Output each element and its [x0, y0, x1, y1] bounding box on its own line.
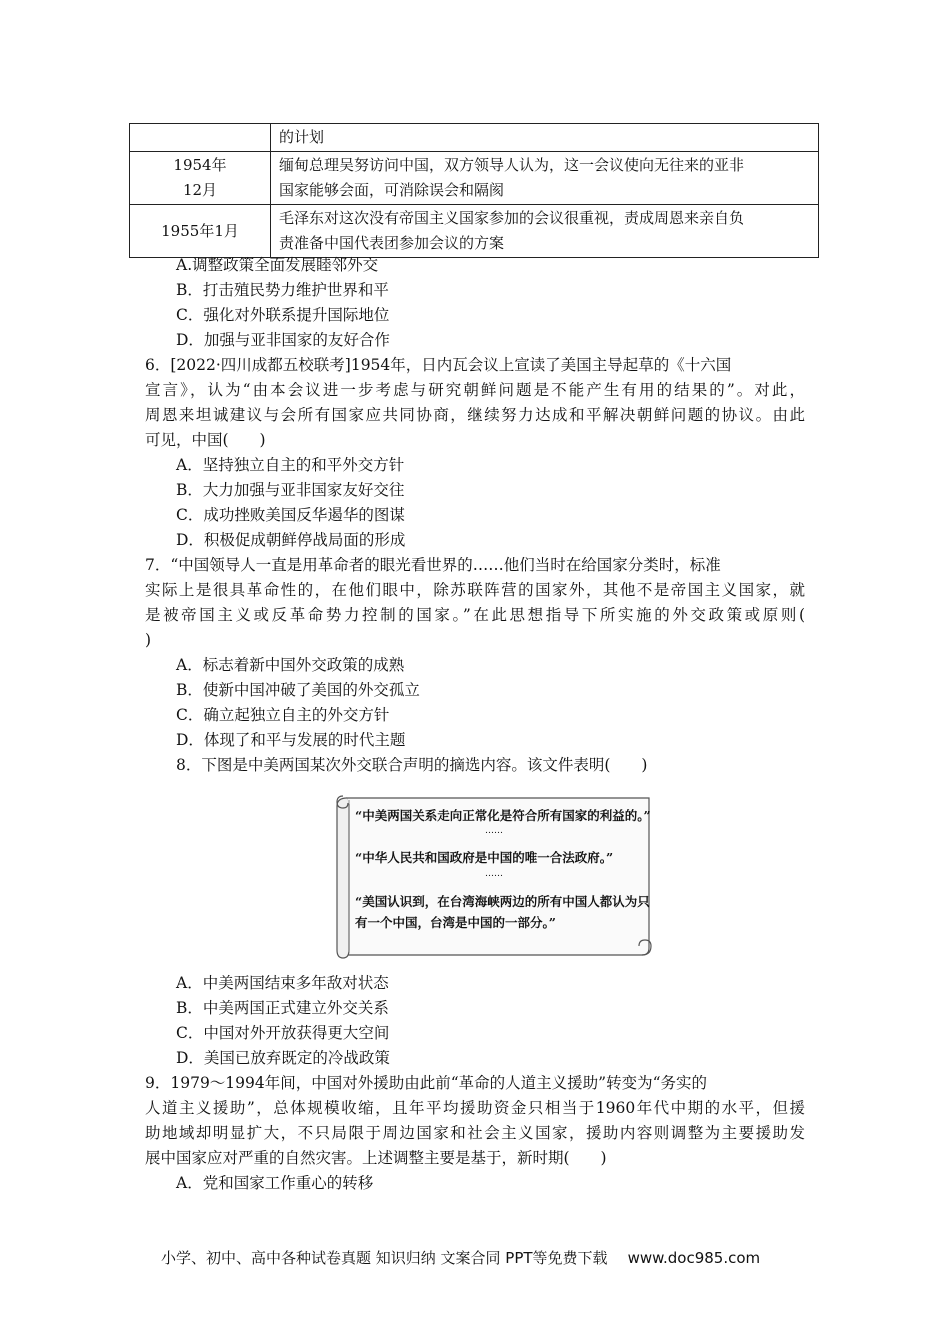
q8-option-a: A．中美两国结束多年敌对状态: [176, 974, 389, 992]
q6-option-b: B．大力加强与亚非国家友好交往: [176, 481, 405, 499]
q7-option-a: A．标志着新中国外交政策的成熟: [176, 656, 405, 674]
table-cell-event: 毛泽东对这次没有帝国主义国家参加的会议很重视，责成周恩来亲自负 责准备中国代表团参加会议的方案: [271, 205, 819, 258]
q5-option-a: A.调整政策全面发展睦邻外交: [176, 256, 379, 274]
q5-option-c: C．强化对外联系提升国际地位: [176, 306, 390, 324]
q6-option-a: A．坚持独立自主的和平外交方针: [176, 456, 405, 474]
q5-option-d: D．加强与亚非国家的友好合作: [176, 331, 390, 349]
q5-option-b: B．打击殖民势力维护世界和平: [176, 281, 389, 299]
q7-option-b: B．使新中国冲破了美国的外交孤立: [176, 681, 420, 699]
scroll-quote-line: “中美两国关系走向正常化是符合所有国家的利益的。”: [355, 808, 651, 823]
page-footer: [161, 1247, 760, 1268]
q9-stem-line: 展中国家应对严重的自然灾害。上述调整主要是基于，新时期( ): [145, 1149, 607, 1167]
q7-stem-line: ): [145, 631, 152, 649]
table-row: [130, 152, 819, 205]
q6-stem-line: 6．[2022·四川成都五校联考]1954年，日内瓦会议上宣读了美国主导起草的《十六国: [145, 356, 732, 374]
q6-stem-line: 宣言》，认为“由本会议进一步考虑与研究朝鲜问题是不能产生有用的结果的”。对此，: [145, 381, 805, 399]
q9-stem-line: 助地域却明显扩大，不只局限于周边国家和社会主义国家，援助内容则调整为主要援助发: [145, 1124, 805, 1142]
scroll-quote-line: 有一个中国，台湾是中国的一部分。”: [355, 915, 556, 930]
table-row: [130, 124, 819, 152]
table-cell-year: 1954年 12月: [130, 152, 271, 205]
events-table: [129, 123, 819, 258]
q6-option-c: C．成功挫败美国反华遏华的图谋: [176, 506, 405, 524]
q6-stem-line: 可见，中国( ): [145, 431, 266, 449]
q8-option-d: D．美国已放弃既定的冷战政策: [176, 1049, 390, 1067]
table-cell-year: [130, 124, 271, 152]
scroll-quote-line: “美国认识到，在台湾海峡两边的所有中国人都认为只: [355, 894, 650, 909]
table-cell-event: 的计划: [271, 124, 819, 152]
q6-option-d: D．积极促成朝鲜停战局面的形成: [176, 531, 406, 549]
footer-text: 小学、初中、高中各种试卷真题 知识归纳 文案合同 PPT等免费下载: [161, 1249, 608, 1267]
q6-stem-line: 周恩来坦诚建议与会所有国家应共同协商，继续努力达成和平解决朝鲜问题的协议。由此: [145, 406, 805, 424]
scroll-ellipsis: ……: [485, 869, 503, 879]
joint-statement-scroll: [333, 792, 655, 962]
table-row: [130, 205, 819, 258]
footer-url-link[interactable]: www.doc985.com: [627, 1249, 761, 1267]
scroll-quote-line: “中华人民共和国政府是中国的唯一合法政府。”: [355, 850, 614, 865]
q8-option-c: C．中国对外开放获得更大空间: [176, 1024, 390, 1042]
q7-stem-line: 是被帝国主义或反革命势力控制的国家。”在此思想指导下所实施的外交政策或原则(: [145, 606, 805, 624]
q7-option-d: D．体现了和平与发展的时代主题: [176, 731, 406, 749]
q9-option-a: A．党和国家工作重心的转移: [176, 1174, 374, 1192]
q7-stem-line: 7．“中国领导人一直是用革命者的眼光看世界的……他们当时在给国家分类时，标准: [145, 556, 721, 574]
q7-option-c: C．确立起独立自主的外交方针: [176, 706, 390, 724]
scroll-ellipsis: ……: [485, 826, 503, 836]
q9-stem-line: 人道主义援助”，总体规模收缩，且年平均援助资金只相当于1960年代中期的水平，但援: [145, 1099, 805, 1117]
q8-stem: 8．下图是中美两国某次外交联合声明的摘选内容。该文件表明( ): [176, 756, 648, 774]
q9-stem-line: 9．1979～1994年间，中国对外援助由此前“革命的人道主义援助”转变为“务实的: [145, 1074, 708, 1092]
q8-option-b: B．中美两国正式建立外交关系: [176, 999, 389, 1017]
table-cell-year: 1955年1月: [130, 205, 271, 258]
q7-stem-line: 实际上是很具革命性的，在他们眼中，除苏联阵营的国家外，其他不是帝国主义国家，就: [145, 581, 805, 599]
table-cell-event: 缅甸总理吴努访问中国，双方领导人认为，这一会议使向无往来的亚非 国家能够会面，可消除误会和隔阂: [271, 152, 819, 205]
